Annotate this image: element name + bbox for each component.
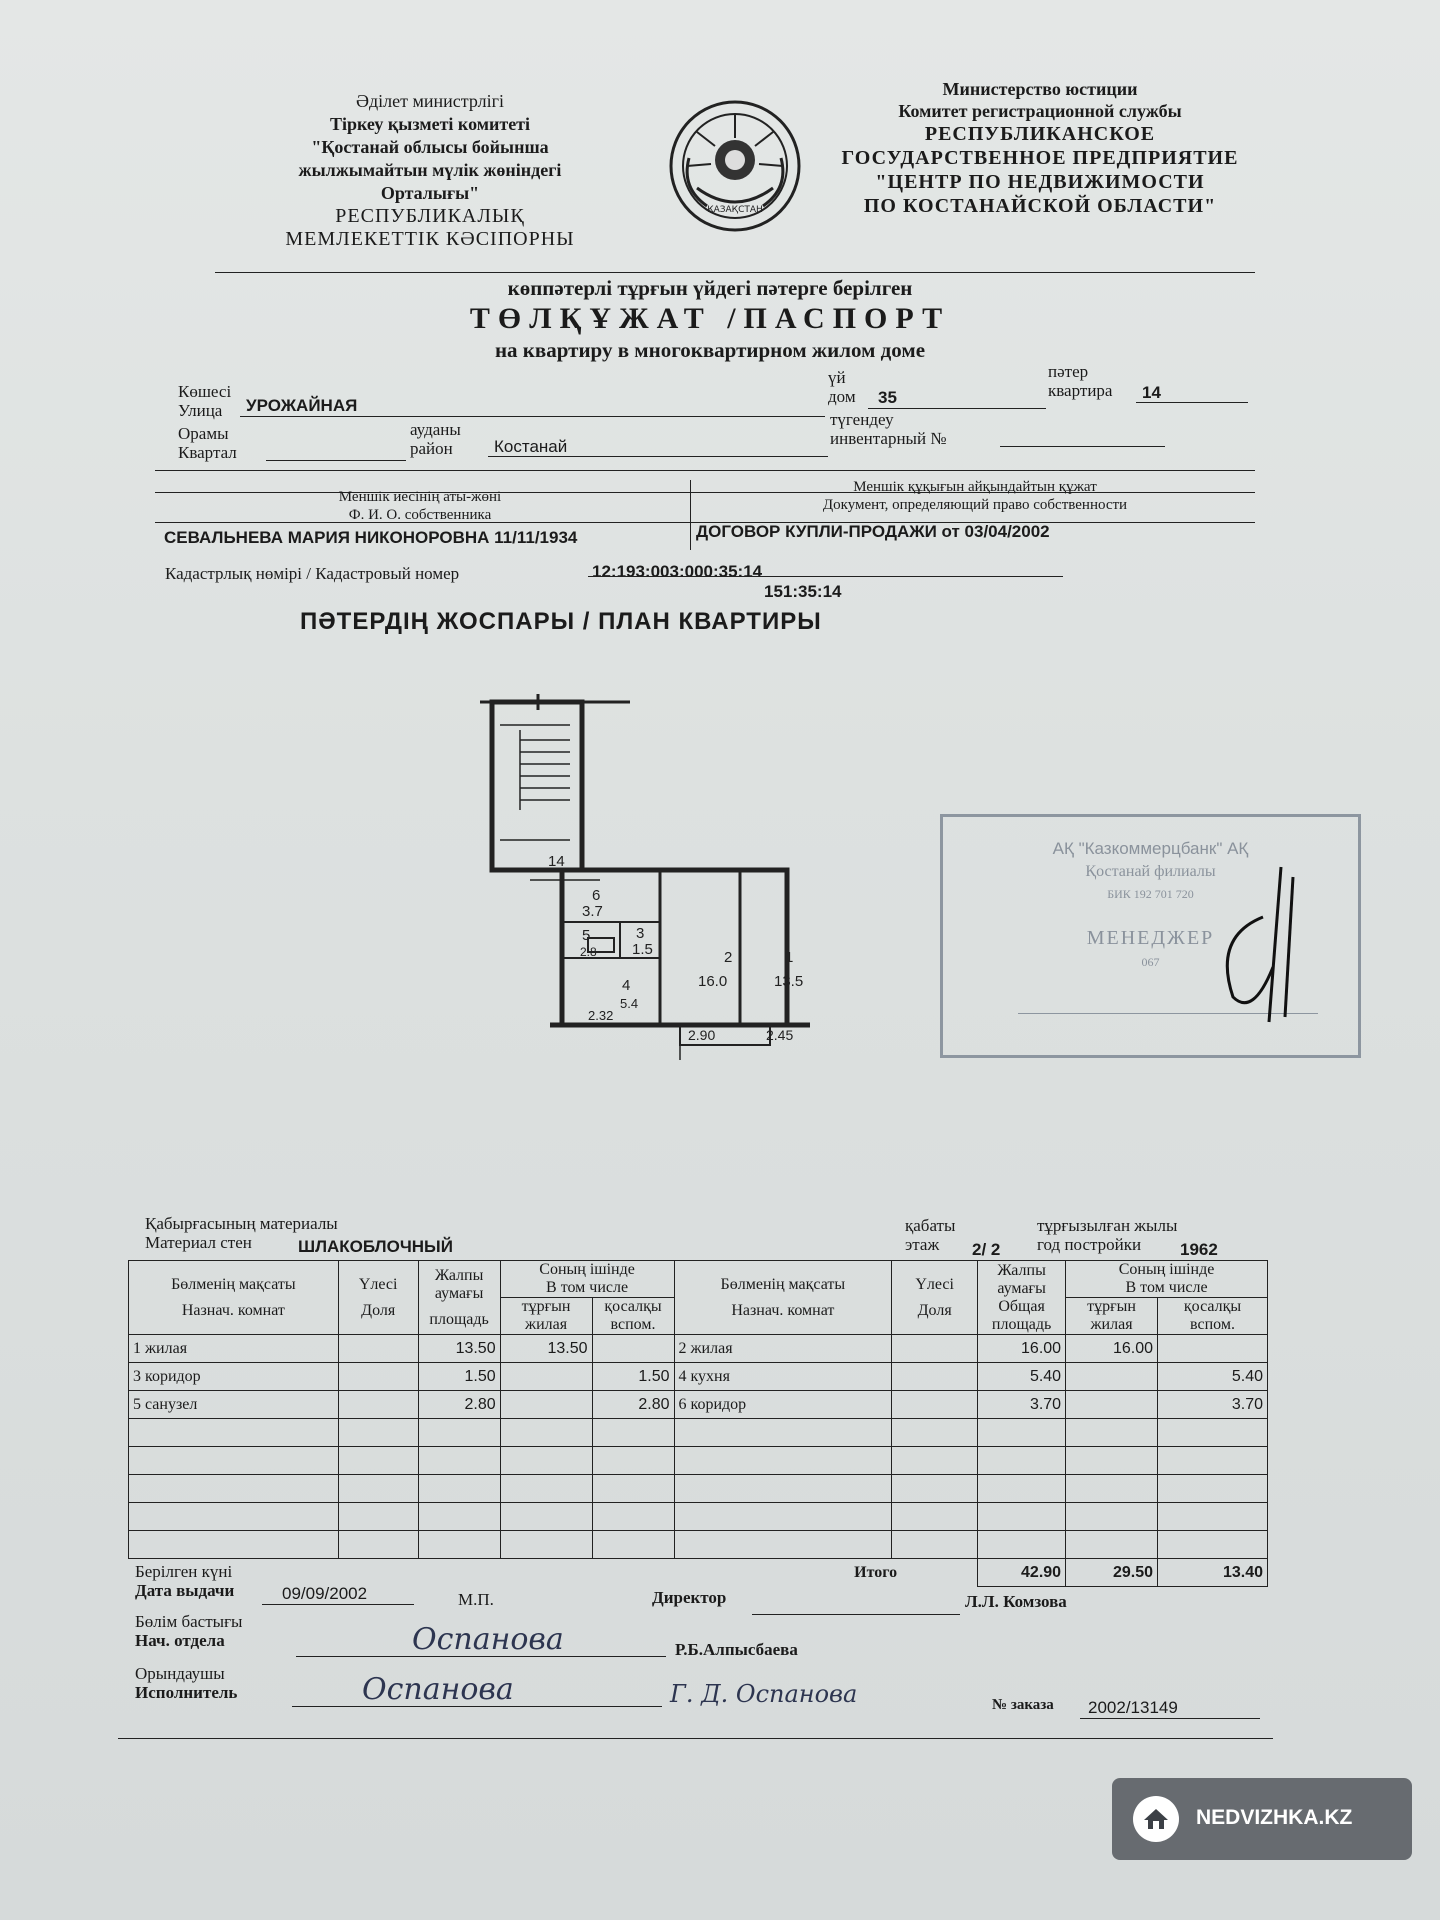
header-share-right: Үлесі Доля [892,1261,978,1335]
row-2-right-total: 3.70 [978,1391,1066,1419]
row-1-left-aux: 1.50 [592,1363,674,1391]
plan-label-3: 5 [582,927,591,944]
table-row [129,1391,1268,1419]
header-share-left: Үлесі Доля [338,1261,418,1335]
quarter-label-kz: Орамы [178,424,229,443]
issue-date-label [135,1562,234,1600]
header-right-line1: Министерство юстиции [942,79,1138,99]
issue-date-label-ru: Дата выдачи [135,1581,235,1600]
rooms-table [128,1260,1268,1587]
kazakhstan-emblem-icon [667,98,803,234]
address-divider [155,470,1255,471]
director-name: Л.Л. Комзова [965,1592,1067,1611]
district-label [410,420,461,458]
total-area: 42.90 [978,1559,1066,1587]
quarter-label-ru: Квартал [178,443,237,462]
header-right-line5: "ЦЕНТР ПО НЕДВИЖИМОСТИ [875,171,1205,193]
header-left-line7: МЕМЛЕКЕТТІК КӘСІПОРНЫ [285,228,575,250]
owner-value: СЕВАЛЬНЕВА МАРИЯ НИКОНОРОВНА 11/11/1934 [164,528,578,547]
header-left-line4: жылжымайтын мүлік жөніндегі [298,160,562,180]
owner-label-ru: Ф. И. О. собственника [348,507,492,523]
flat-label-kz: пәтер [1048,362,1089,381]
head-label-ru: Нач. отдела [135,1631,225,1650]
quarter-label [178,424,237,462]
row-1-right-living [1066,1363,1158,1391]
district-label-kz: ауданы [410,420,461,439]
header-right-line2: Комитет регистрационной службы [898,101,1182,121]
plan-label-11: 4 [622,977,631,994]
floor-value: 2/ 2 [972,1240,1001,1259]
header-left-line5: Орталығы" [380,183,480,203]
plan-label-10: 13.5 [774,973,804,990]
stamp-line2: Қостанай филиалы [1085,863,1216,880]
row-1-left-name: 3 коридор [129,1363,339,1391]
document-value: ДОГОВОР КУПЛИ-ПРОДАЖИ от 03/04/2002 [696,522,1050,541]
head-name: Р.Б.Алпысбаева [675,1640,798,1659]
total-living: 29.50 [1066,1559,1158,1587]
head-signature: Оспанова [412,1622,564,1657]
stamp-line4: МЕНЕДЖЕР [1086,927,1215,949]
header-right [830,78,1250,218]
executor-label [135,1664,237,1702]
street-underline [240,416,825,417]
document-label [700,478,1250,514]
header-aux-right: қосалқы вспом. [1158,1298,1268,1335]
watermark-text: NEDVIZHKA.KZ [1196,1806,1353,1829]
header-right-line6: ПО КОСТАНАЙСКОЙ ОБЛАСТИ" [863,195,1217,217]
title-ru: на квартиру в многоквартирном жилом доме [494,338,926,362]
stamp-line3: БИК 192 701 720 [1107,887,1194,901]
title-main: ТӨЛҚҰЖАТ /ПАСПОРТ [469,302,951,335]
executor-label-kz: Орындаушы [135,1664,225,1683]
header-aux-left: қосалқы вспом. [592,1298,674,1335]
inventory-label-ru: инвентарный № [830,429,947,448]
flat-label-ru: квартира [1048,381,1113,400]
street-label [178,382,231,420]
row-0-right-living: 16.00 [1066,1335,1158,1363]
materials-label-kz: Қабырғасының материалы [145,1214,338,1233]
row-1-right-name: 4 кухня [674,1363,892,1391]
header-left [240,90,620,251]
header-purpose-left: Бөлменің мақсаты Назнач. комнат [129,1261,339,1335]
order-value: 2002/13149 [1088,1698,1178,1717]
emblem-label: ҚАЗАҚСТАН [707,205,763,215]
inventory-label-kz: түгендеу [830,410,894,429]
floor-label-kz: қабаты [905,1216,956,1235]
materials-value: ШЛАКОБЛОЧНЫЙ [298,1237,453,1256]
house-label-kz: үй [828,368,846,387]
total-label: Итого [129,1559,978,1587]
issue-date-label-kz: Берілген күні [135,1562,233,1581]
header-divider [215,272,1255,273]
cadastral-underline [588,576,1063,577]
plan-stairwell [492,702,582,870]
row-1-left-total: 1.50 [418,1363,500,1391]
header-total-left: Жалпы аумағы площадь [418,1261,500,1335]
header-right-line3: РЕСПУБЛИКАНСКОЕ [924,123,1156,145]
owner-col-divider [690,480,691,550]
row-2-left-name: 5 санузел [129,1391,339,1419]
header-incl-right: Соның ішінде В том числе [1066,1261,1268,1298]
plan-label-0: 14 [548,853,565,870]
plan-label-15: 2.45 [766,1027,794,1043]
plan-title: ПӘТЕРДІҢ ЖОСПАРЫ / ПЛАН КВАРТИРЫ [300,608,822,635]
table-header-row-1 [129,1261,1268,1298]
floor-plan [470,690,870,1090]
executor-name: Г. Д. Оспанова [670,1680,858,1708]
plan-label-12: 5.4 [620,996,639,1011]
stamp-signature-icon [1193,847,1313,1027]
executor-underline [292,1706,662,1707]
order-underline [1080,1718,1260,1719]
row-0-right-aux [1158,1335,1268,1363]
plan-label-6: 1.5 [632,941,653,958]
street-label-kz: Көшесі [178,382,232,401]
house-label-ru: дом [828,387,856,406]
table-row-empty [129,1447,1268,1475]
flat-underline [1136,402,1248,403]
header-right-line4: ГОСУДАРСТВЕННОЕ ПРЕДПРИЯТИЕ [841,147,1239,169]
plan-label-13: 2.32 [588,1008,614,1023]
plan-label-8: 16.0 [698,973,728,990]
floor-label [905,1216,955,1254]
street-value: УРОЖАЙНАЯ [246,396,358,415]
row-2-right-name: 6 коридор [674,1391,892,1419]
watermark[interactable] [1112,1778,1412,1860]
header-living-right: тұрғын жилая [1066,1298,1158,1335]
head-underline [296,1656,666,1657]
header-left-line3: "Қостанай облысы бойынша [311,137,549,157]
row-2-right-aux: 3.70 [1158,1391,1268,1419]
district-underline [488,456,828,457]
row-0-left-total: 13.50 [418,1335,500,1363]
plan-label-9: 1 [785,949,794,966]
year-label-kz: тұрғызылған жылы [1037,1216,1178,1235]
table-row [129,1363,1268,1391]
row-1-right-total: 5.40 [978,1363,1066,1391]
footer-bottom-line [118,1738,1273,1739]
house-logo-icon [1132,1795,1180,1843]
owner-label [160,488,680,524]
row-2-left-total: 2.80 [418,1391,500,1419]
bank-stamp [940,814,1361,1058]
house-value: 35 [878,388,897,407]
district-value: Костанай [494,437,568,456]
materials-label-ru: Материал стен [145,1233,252,1252]
head-label-kz: Бөлім бастығы [135,1612,243,1631]
table-total-row [129,1559,1268,1587]
document-label-kz: Меншік құқығын айқындайтын құжат [853,479,1097,495]
row-2-right-living [1066,1391,1158,1419]
row-0-left-name: 1 жилая [129,1335,339,1363]
table-row-empty [129,1475,1268,1503]
row-0-right-total: 16.00 [978,1335,1066,1363]
row-0-right-name: 2 жилая [674,1335,892,1363]
issue-date-underline [262,1604,414,1605]
document-label-ru: Документ, определяющий право собственности [822,497,1128,513]
house-underline [868,408,1046,409]
row-1-left-living [500,1363,592,1391]
row-0-left-aux [592,1335,674,1363]
year-label-ru: год постройки [1037,1235,1142,1254]
director-label: Директор [652,1588,727,1607]
header-left-line1: Әділет министрлігі [356,91,504,111]
row-0-left-living: 13.50 [500,1335,592,1363]
row-1-right-aux: 5.40 [1158,1363,1268,1391]
plan-label-1: 6 [592,887,601,904]
header-left-line6: РЕСПУБЛИКАЛЫҚ [335,205,525,227]
cadastral-value-2: 151:35:14 [764,582,842,601]
inventory-label [830,410,947,448]
table-row-empty [129,1503,1268,1531]
stamp-line5: 067 [1141,955,1160,969]
quarter-underline [266,460,406,461]
inventory-underline [1000,446,1165,447]
stamp-line1: АҚ "Казкоммерцбанк" АҚ [1052,839,1249,858]
table-row-empty [129,1531,1268,1559]
header-living-left: тұрғын жилая [500,1298,592,1335]
plan-label-5: 3 [636,925,645,942]
owner-label-kz: Меншік иесінің аты-жөні [338,489,502,505]
total-aux: 13.40 [1158,1559,1268,1587]
executor-signature: Оспанова [362,1672,514,1707]
flat-label [1048,362,1112,400]
head-label [135,1612,242,1650]
plan-label-7: 2 [724,949,733,966]
district-label-ru: район [410,439,453,458]
row-2-left-living [500,1391,592,1419]
title-kz: көппәтерлі тұрғын үйдегі пәтерге берілген [507,276,913,300]
row-2-left-aux: 2.80 [592,1391,674,1419]
year-value: 1962 [1180,1240,1218,1259]
executor-label-ru: Исполнитель [135,1683,238,1702]
header-left-line2: Тіркеу қызметі комитеті [329,114,531,134]
plan-label-4: 2.8 [580,945,597,959]
table-row [129,1335,1268,1363]
table-row-empty [129,1419,1268,1447]
cadastral-value: 12:193:003:000:35:14 [592,562,763,581]
flat-value: 14 [1142,383,1161,402]
header-purpose-right: Бөлменің мақсаты Назнач. комнат [674,1261,892,1335]
director-underline [752,1614,960,1615]
header-total-right: Жалпы аумағы Общая площадь [978,1261,1066,1335]
house-label [828,368,856,406]
order-label: № заказа [992,1697,1054,1713]
mp-label: М.П. [458,1590,494,1609]
cadastral-label: Кадастрлық нөмірі / Кадастровый номер [165,564,460,583]
floor-label-ru: этаж [905,1235,940,1254]
year-label [1037,1216,1177,1254]
header-incl-left: Соның ішінде В том числе [500,1261,674,1298]
plan-label-14: 2.90 [688,1027,716,1043]
issue-date-value: 09/09/2002 [282,1584,368,1603]
plan-label-2: 3.7 [582,903,603,920]
street-label-ru: Улица [178,401,223,420]
